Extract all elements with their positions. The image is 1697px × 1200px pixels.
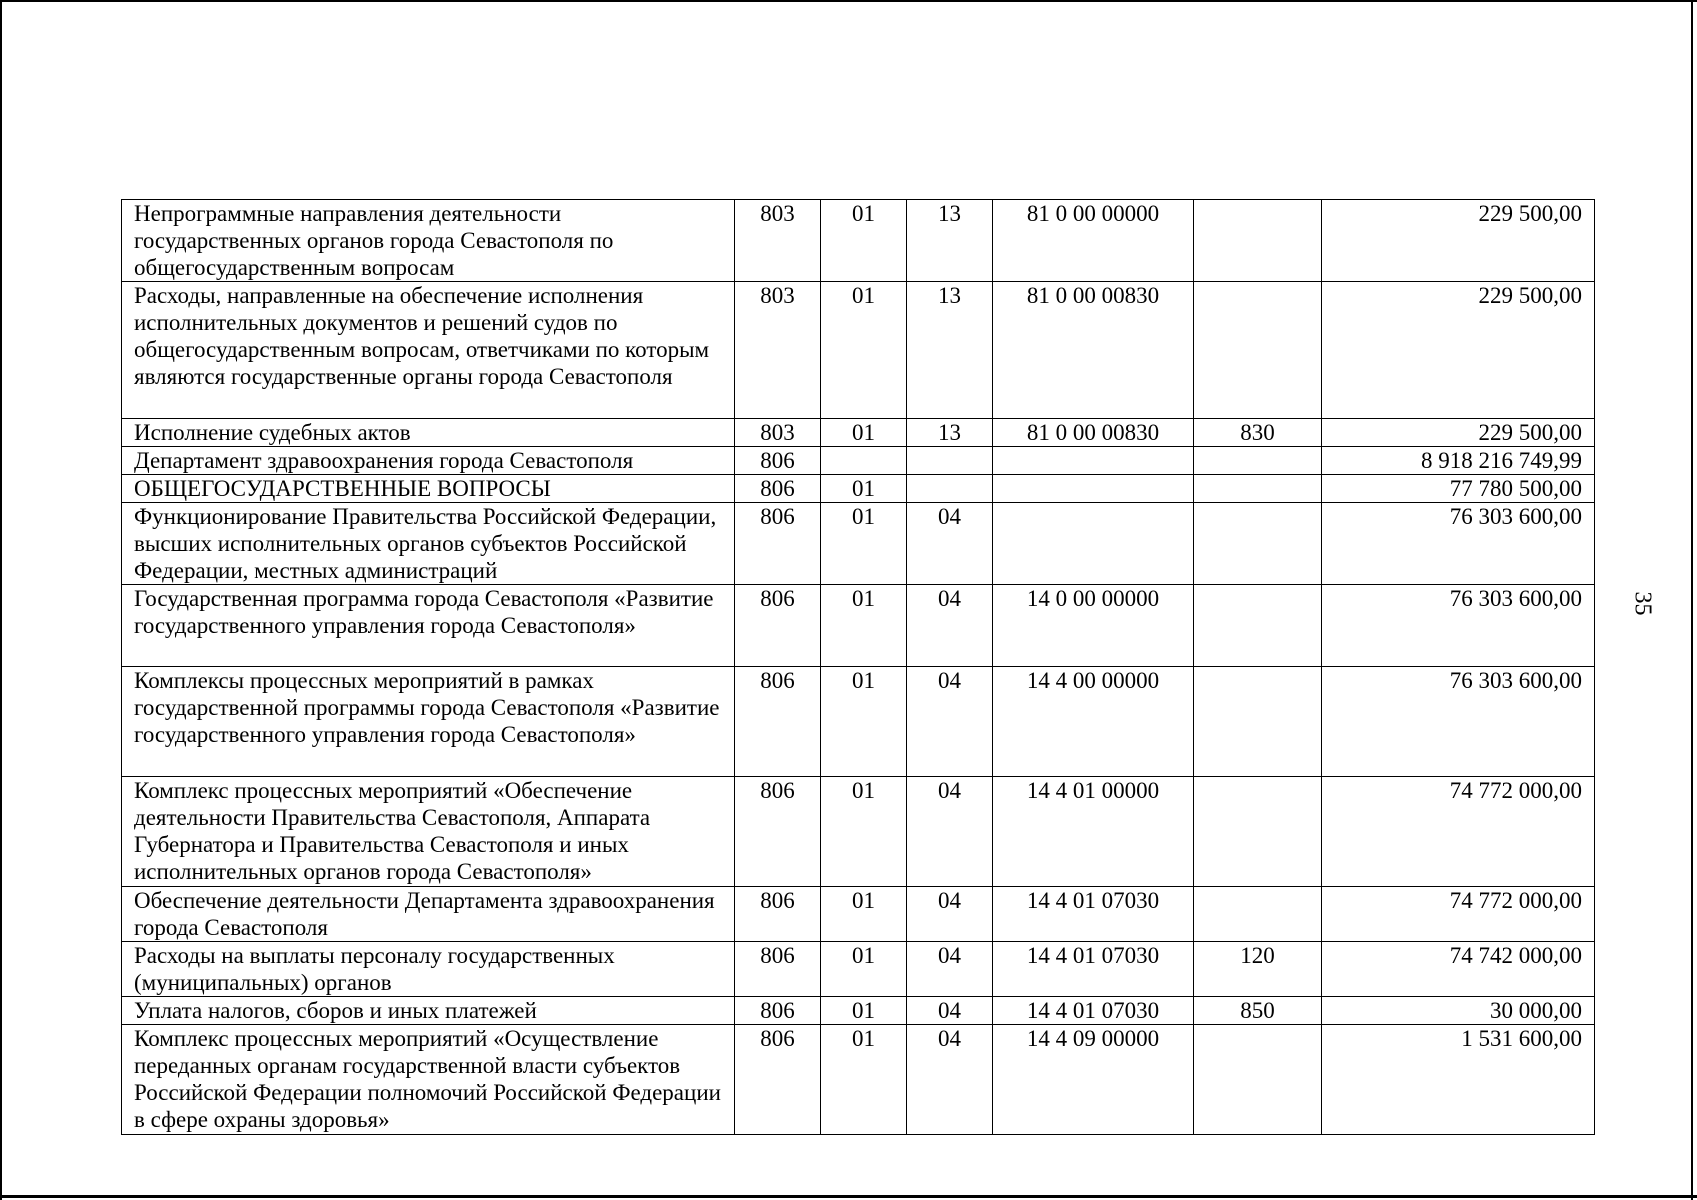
row-name: Непрограммные направления деятельности государственных органов города Севастополя по общегосударственным вопросам: [122, 200, 735, 282]
row-target-article: [993, 447, 1194, 475]
scan-border-bottom: [0, 1195, 1697, 1198]
row-target-article: 14 4 01 07030: [993, 942, 1194, 997]
row-section: 01: [821, 667, 907, 777]
row-target-article: 14 4 01 00000: [993, 777, 1194, 887]
row-subsection: 13: [907, 200, 993, 282]
table-row: [122, 475, 1595, 503]
table-row: [122, 887, 1595, 942]
row-grbs: 803: [735, 419, 821, 447]
table-row: [122, 447, 1595, 475]
table-row: [122, 1025, 1595, 1135]
row-sum: 1 531 600,00: [1322, 1025, 1595, 1135]
row-expense-type: [1194, 475, 1322, 503]
row-name: Комплекс процессных мероприятий «Осуществление переданных органам государственной власти субъектов Российской Федерации полномочий Российской Федерации в сфере охраны здоровья»: [122, 1025, 735, 1135]
row-name: Комплекс процессных мероприятий «Обеспечение деятельности Правительства Севастополя, Аппарата Губернатора и Правительства Севастополя и иных исполнительных органов города Севастополя»: [122, 777, 735, 887]
row-expense-type: 850: [1194, 997, 1322, 1025]
row-section: [821, 447, 907, 475]
table-row: [122, 503, 1595, 585]
row-section: 01: [821, 777, 907, 887]
row-expense-type: [1194, 777, 1322, 887]
row-grbs: 806: [735, 942, 821, 997]
row-subsection: 13: [907, 282, 993, 419]
scan-border-top: [0, 0, 1697, 2]
row-grbs: 806: [735, 997, 821, 1025]
row-subsection: 04: [907, 887, 993, 942]
row-sum: 77 780 500,00: [1322, 475, 1595, 503]
scan-border-left: [0, 0, 2, 1200]
row-subsection: 04: [907, 503, 993, 585]
row-subsection: 04: [907, 1025, 993, 1135]
table-row: [122, 997, 1595, 1025]
row-section: 01: [821, 585, 907, 667]
row-name: Исполнение судебных актов: [122, 419, 735, 447]
row-name: Государственная программа города Севастополя «Развитие государственного управления города Севастополя»: [122, 585, 735, 667]
row-grbs: 806: [735, 585, 821, 667]
row-expense-type: [1194, 447, 1322, 475]
row-grbs: 803: [735, 282, 821, 419]
row-expense-type: 830: [1194, 419, 1322, 447]
row-section: 01: [821, 887, 907, 942]
table-row: [122, 667, 1595, 777]
row-subsection: [907, 447, 993, 475]
row-subsection: 04: [907, 777, 993, 887]
table-row: [122, 585, 1595, 667]
row-expense-type: [1194, 282, 1322, 419]
row-section: 01: [821, 997, 907, 1025]
row-sum: 229 500,00: [1322, 200, 1595, 282]
row-subsection: 04: [907, 585, 993, 667]
row-name: ОБЩЕГОСУДАРСТВЕННЫЕ ВОПРОСЫ: [122, 475, 735, 503]
row-target-article: 14 4 01 07030: [993, 997, 1194, 1025]
row-expense-type: [1194, 503, 1322, 585]
row-name: Комплексы процессных мероприятий в рамках государственной программы города Севастополя «Развитие государственного управления города Севастополя»: [122, 667, 735, 777]
row-expense-type: 120: [1194, 942, 1322, 997]
row-subsection: [907, 475, 993, 503]
table-row: [122, 419, 1595, 447]
row-sum: 229 500,00: [1322, 419, 1595, 447]
row-sum: 74 742 000,00: [1322, 942, 1595, 997]
row-target-article: 14 4 00 00000: [993, 667, 1194, 777]
row-target-article: [993, 503, 1194, 585]
row-name: Функционирование Правительства Российской Федерации, высших исполнительных органов субъектов Российской Федерации, местных администраций: [122, 503, 735, 585]
row-grbs: 806: [735, 1025, 821, 1135]
row-sum: 74 772 000,00: [1322, 887, 1595, 942]
row-section: 01: [821, 419, 907, 447]
row-target-article: 14 4 09 00000: [993, 1025, 1194, 1135]
row-name: Расходы, направленные на обеспечение исполнения исполнительных документов и решений судов по общегосударственным вопросам, ответчиками по которым являются государственные органы города Севастополя: [122, 282, 735, 419]
row-subsection: 04: [907, 942, 993, 997]
budget-table: [121, 199, 1595, 1135]
row-sum: 76 303 600,00: [1322, 503, 1595, 585]
row-subsection: 04: [907, 667, 993, 777]
row-sum: 8 918 216 749,99: [1322, 447, 1595, 475]
row-section: 01: [821, 503, 907, 585]
table-row: [122, 942, 1595, 997]
row-grbs: 806: [735, 887, 821, 942]
row-target-article: 81 0 00 00000: [993, 200, 1194, 282]
table-row: [122, 282, 1595, 419]
row-section: 01: [821, 282, 907, 419]
row-target-article: [993, 475, 1194, 503]
row-grbs: 806: [735, 475, 821, 503]
row-target-article: 14 4 01 07030: [993, 887, 1194, 942]
row-name: Уплата налогов, сборов и иных платежей: [122, 997, 735, 1025]
row-sum: 76 303 600,00: [1322, 585, 1595, 667]
row-name: Департамент здравоохранения города Севастополя: [122, 447, 735, 475]
row-expense-type: [1194, 200, 1322, 282]
row-target-article: 81 0 00 00830: [993, 419, 1194, 447]
row-grbs: 806: [735, 447, 821, 475]
table-row: [122, 777, 1595, 887]
row-expense-type: [1194, 887, 1322, 942]
row-expense-type: [1194, 1025, 1322, 1135]
row-grbs: 806: [735, 667, 821, 777]
row-grbs: 806: [735, 503, 821, 585]
page-number: 35: [1629, 591, 1656, 616]
row-subsection: 04: [907, 997, 993, 1025]
row-sum: 74 772 000,00: [1322, 777, 1595, 887]
row-subsection: 13: [907, 419, 993, 447]
scan-border-right: [1691, 0, 1693, 1200]
row-section: 01: [821, 475, 907, 503]
row-section: 01: [821, 200, 907, 282]
row-grbs: 803: [735, 200, 821, 282]
row-name: Расходы на выплаты персоналу государственных (муниципальных) органов: [122, 942, 735, 997]
row-target-article: 81 0 00 00830: [993, 282, 1194, 419]
row-expense-type: [1194, 667, 1322, 777]
row-sum: 30 000,00: [1322, 997, 1595, 1025]
row-name: Обеспечение деятельности Департамента здравоохранения города Севастополя: [122, 887, 735, 942]
row-section: 01: [821, 1025, 907, 1135]
row-grbs: 806: [735, 777, 821, 887]
row-sum: 229 500,00: [1322, 282, 1595, 419]
row-target-article: 14 0 00 00000: [993, 585, 1194, 667]
row-sum: 76 303 600,00: [1322, 667, 1595, 777]
table-row: [122, 200, 1595, 282]
row-expense-type: [1194, 585, 1322, 667]
row-section: 01: [821, 942, 907, 997]
